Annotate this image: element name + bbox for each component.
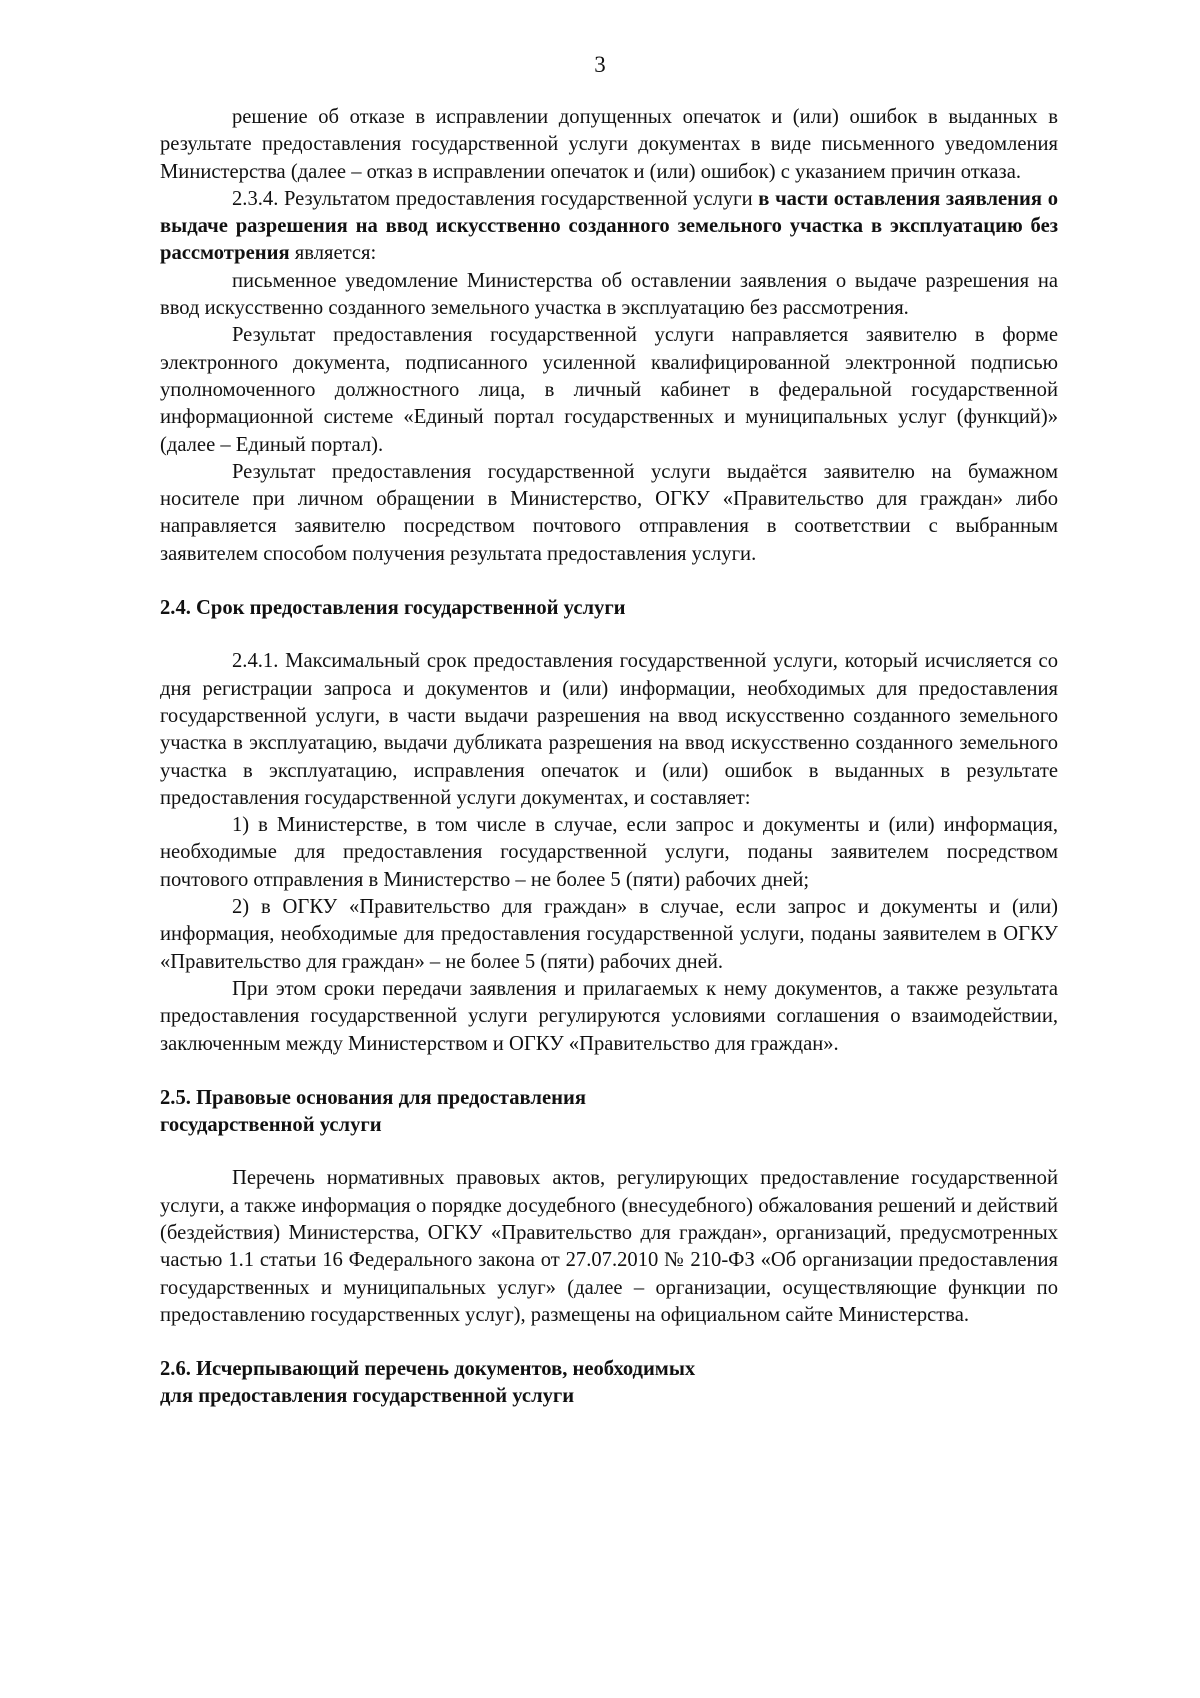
paragraph-result-paper: Результат предоставления государственной услуги выдаётся заявителю на бумажном носителе при личном обращении в Министерство, ОГКУ «Правительство для граждан» либо направляется заявителю посредством почтового отправления в соответствии с выбранным заявителем способом получения результата предоставления услуги.	[160, 460, 1058, 565]
paragraph-2-3-4-lead: 2.3.4. Результатом предоставления государственной услуги	[232, 187, 759, 210]
heading-2-6	[160, 1356, 1058, 1411]
paragraph-notice: письменное уведомление Министерства об оставлении заявления о выдаче разрешения на ввод искусственно созданного земельного участка в эксплуатацию без рассмотрения.	[160, 269, 1058, 320]
paragraph-2-3-4-tail: является:	[289, 242, 377, 265]
paragraph-2-4-1: 2.4.1. Максимальный срок предоставления государственной услуги, который исчисляется со дня регистрации запроса и документов и (или) информации, необходимых для предоставления государственной услуги, в части выдачи разрешения на ввод искусственно созданного земельного участка в эксплуатацию, выдачи дубликата разрешения на ввод искусственно созданного земельного участка в эксплуатацию, исправления опечаток и (или) ошибок в выданных в результате предоставления государственной услуги документах, и составляет:	[160, 650, 1058, 809]
paragraph-2-5: Перечень нормативных правовых актов, регулирующих предоставление государственной услуги, а также информация о порядке досудебного (внесудебного) обжалования решений и действий (бездействия) Министерства, ОГКУ «Правительство для граждан», организаций, предусмотренных частью 1.1 статьи 16 Федерального закона от 27.07.2010 № 210-ФЗ «Об организации предоставления государственных и муниципальных услуг» (далее – организации, осуществляющие функции по предоставлению государственных услуг), размещены на официальном сайте Министерства.	[160, 1167, 1058, 1326]
heading-2-5-line-1: 2.5. Правовые основания для предоставления	[160, 1086, 586, 1109]
paragraph-2-3-4-bold: в части оставления заявления о выдаче разрешения на ввод искусственно созданного земельного участка в эксплуатацию без рассмотрения	[160, 187, 1058, 265]
heading-2-5	[160, 1085, 1058, 1140]
paragraph-refusal-continuation: решение об отказе в исправлении допущенных опечаток и (или) ошибок в выданных в результате предоставления государственной услуги документах в виде письменного уведомления Министерства (далее – отказ в исправлении опечаток и (или) ошибок) с указанием причин отказа.	[160, 106, 1058, 183]
paragraph-item-2: 2) в ОГКУ «Правительство для граждан» в случае, если запрос и документы и (или) информация, необходимые для предоставления государственной услуги, поданы заявителем в ОГКУ «Правительство для граждан» – не более 5 (пяти) рабочих дней.	[160, 896, 1058, 973]
paragraph-2-3-4	[160, 186, 1058, 268]
document-body	[160, 104, 1058, 1411]
paragraph-result-electronic: Результат предоставления государственной услуги направляется заявителю в форме электронного документа, подписанного усиленной квалифицированной электронной подписью уполномоченного должностного лица, в личный кабинет в федеральной государственной информационной системе «Единый портал государственных и муниципальных услуг (функций)» (далее – Единый портал).	[160, 324, 1058, 456]
heading-2-5-line-2: государственной услуги	[160, 1114, 382, 1137]
heading-2-6-line-1: 2.6. Исчерпывающий перечень документов, необходимых	[160, 1358, 696, 1381]
heading-2-4: 2.4. Срок предоставления государственной услуги	[160, 597, 626, 620]
paragraph-terms: При этом сроки передачи заявления и прилагаемых к нему документов, а также результата предоставления государственной услуги регулируются условиями соглашения о взаимодействии, заключенным между Министерством и ОГКУ «Правительство для граждан».	[160, 977, 1058, 1055]
paragraph-item-1: 1) в Министерстве, в том числе в случае, если запрос и документы и (или) информация, необходимые для предоставления государственной услуги, поданы заявителем посредством почтового отправления в Министерство – не более 5 (пяти) рабочих дней;	[160, 814, 1058, 891]
heading-2-6-line-2: для предоставления государственной услуги	[160, 1385, 575, 1408]
page-number: 3	[594, 52, 606, 77]
